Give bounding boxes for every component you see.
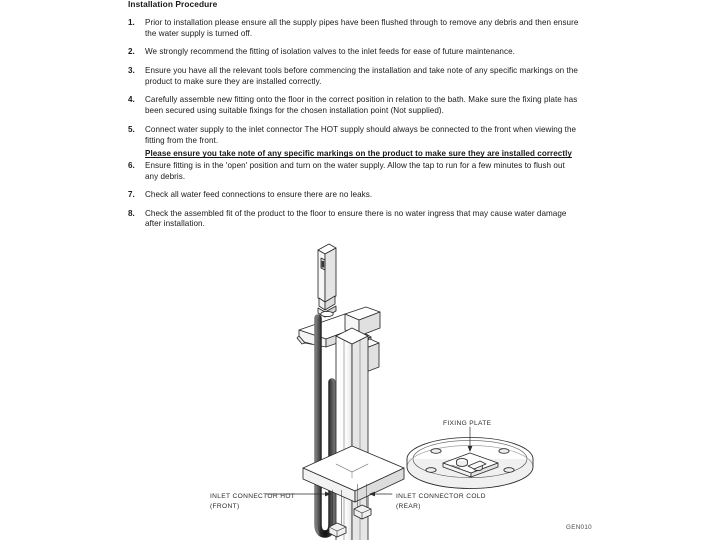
callout-inlet-cold (396, 492, 486, 511)
page-title: Installation Procedure (128, 0, 218, 9)
instruction-text-block (128, 0, 580, 238)
technical-drawing (0, 232, 720, 540)
step-number: 7. (128, 190, 135, 200)
step-item (128, 66, 580, 88)
step-text: Ensure you have all the relevant tools before commencing the installation and take note of any specific markings on the product to make sure they are installed correctly. (145, 65, 578, 86)
callout-inlet-hot-line2: (FRONT) (210, 502, 240, 510)
handset-graphic (318, 244, 336, 317)
step-number: 8. (128, 208, 135, 218)
step-number: 6. (128, 160, 135, 170)
step-number: 1. (128, 18, 135, 28)
step-item (128, 95, 580, 117)
step-text: Carefully assemble new fitting onto the floor in the correct position in relation to the bath. Make sure the fixing plate has been secured using suitable fixings for the chosen installation point (Not supplied). (145, 95, 578, 116)
callout-inlet-hot (210, 492, 295, 511)
step-text: Connect water supply to the inlet connector The HOT supply should always be connected to the front when viewing the fitting from the front. (145, 124, 577, 145)
step-text: We strongly recommend the fitting of isolation valves to the inlet feeds for ease of future maintenance. (145, 47, 515, 57)
callout-fixing-plate-text: FIXING PLATE (443, 420, 492, 427)
emphasis-note: Please ensure you take note of any specific markings on the product to make sure they are installed correctly (145, 149, 572, 159)
step-number: 5. (128, 124, 135, 134)
step-item (128, 125, 580, 147)
callout-inlet-cold-line1: INLET CONNECTOR COLD (396, 493, 486, 500)
step-text: Prior to installation please ensure all the supply pipes have been flushed through to remove any debris and then ensure the water supply is turned off. (145, 17, 579, 38)
callout-inlet-hot-line1: INLET CONNECTOR HOT (210, 493, 296, 500)
callout-fixing-plate (443, 419, 491, 429)
step-item (128, 18, 580, 40)
step-item (128, 190, 580, 201)
step-item (128, 47, 580, 58)
step-number: 4. (128, 95, 135, 105)
document-reference-code: GEN010 (566, 524, 592, 531)
step-number: 2. (128, 47, 135, 57)
shower-hose-graphic (314, 316, 335, 537)
step-text: Check all water feed connections to ensure there are no leaks. (145, 189, 373, 199)
step-text: Check the assembled fit of the product to the floor to ensure there is no water ingress that may cause water damage after installation. (145, 208, 567, 229)
step-number: 3. (128, 66, 135, 76)
step-item (128, 161, 580, 183)
step-text: Ensure fitting is in the 'open' position and turn on the water supply. Allow the tap to run for a few minutes to flush out any debris. (145, 160, 565, 181)
step-item (128, 209, 580, 231)
callout-inlet-cold-line2: (REAR) (396, 502, 421, 510)
